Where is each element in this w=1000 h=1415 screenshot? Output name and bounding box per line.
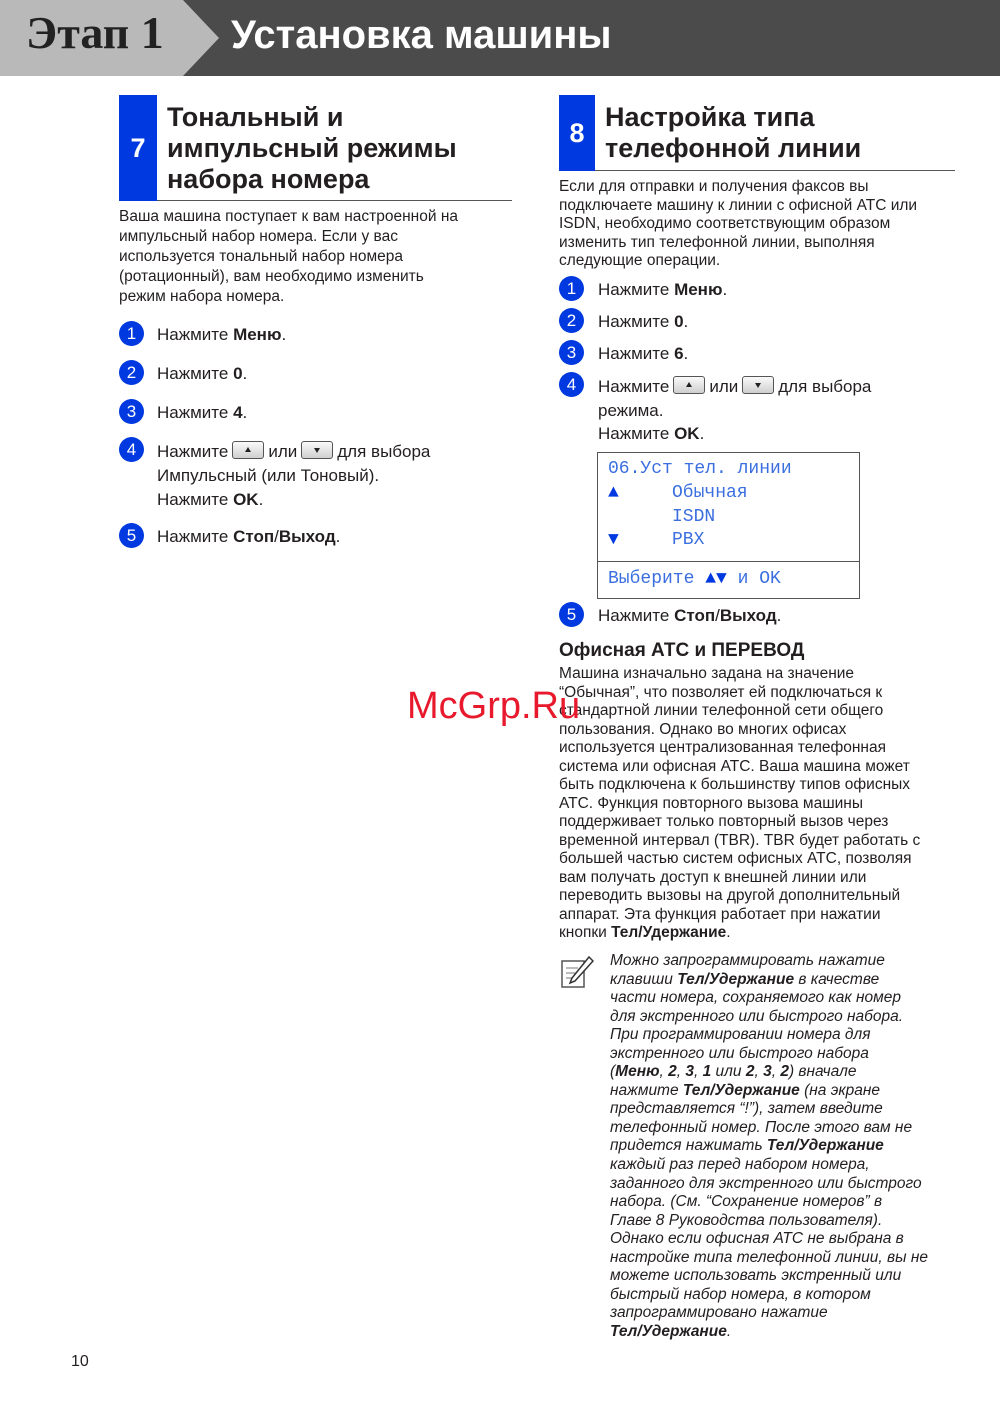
step-3: Нажмите 4. — [157, 403, 248, 422]
watermark: McGrp.Ru — [407, 685, 581, 727]
step-bullet: 1 — [119, 321, 144, 346]
arrow-down-icon: ▼ — [608, 530, 619, 550]
office-pbx-body: Машина изначально задана на значение “Обычная”, что позволяет ей подключаться к стандартной линии телефонной сети общего пользования. Однако во многих офисах используется централизованная телефонная система или офисная АТС. Ваша машина может быть подключена к большинству типов офисных АТС. Функция повторного вызова машины поддерживает только повторный вызов через временной интервал (TBR). TBR будет работать с большей частью систем офисных АТС, позволяя вам получать доступ к внешней линии или переводить вызовы на другой дополнительный аппарат. Эта функция работает при нажатии кнопки Тел/Удержание. — [559, 665, 921, 941]
note-pencil-icon — [560, 955, 594, 989]
step-bullet: 3 — [559, 340, 584, 365]
section-8-title: Настройка типа телефонной линии — [605, 102, 862, 163]
up-key-icon — [673, 376, 705, 394]
up-key-icon — [232, 441, 264, 459]
stage-label: Этап 1 — [26, 7, 164, 58]
lcd-option: PBX — [672, 530, 705, 550]
step-1: Нажмите Меню. — [157, 325, 287, 344]
step-5: Нажмите Стоп/Выход. — [598, 606, 782, 625]
page-number: 10 — [71, 1353, 89, 1370]
section-8-intro: Если для отправки и получения факсов вы подключаете машину к линии с офисной АТС или ISDN, необходимо соответствующим образом изменить тип телефонной линии, выполняя следующие операции. — [559, 178, 918, 269]
lcd-title: 06.Уст тел. линии — [608, 459, 792, 479]
arrow-up-icon: ▲ — [608, 483, 619, 503]
step-2: Нажмите 0. — [157, 364, 248, 383]
section-7-title: Тональный и импульсный режимы набора номера — [167, 102, 457, 194]
down-key-icon — [301, 441, 333, 459]
lcd-option: Обычная — [672, 483, 748, 503]
step-bullet: 5 — [119, 523, 144, 548]
step-3: Нажмите 6. — [598, 344, 689, 363]
step-4: Нажмите или для выбора режима. Нажмите OK. — [598, 377, 872, 443]
step-bullet: 2 — [559, 308, 584, 333]
lcd-option: ISDN — [672, 507, 716, 527]
arrows-icon: ▲▼ — [705, 569, 727, 589]
step-1: Нажмите Меню. — [598, 280, 728, 299]
section-8-number: 8 — [559, 95, 595, 171]
lcd-footer: Выберите ▲▼ и OK — [608, 569, 781, 589]
step-bullet: 3 — [119, 399, 144, 424]
section-7-number: 7 — [119, 95, 157, 201]
step-bullet: 4 — [119, 437, 144, 462]
lcd-divider — [598, 561, 859, 562]
step-5: Нажмите Стоп/Выход. — [157, 527, 341, 546]
chapter-title: Установка машины — [231, 13, 612, 57]
header-banner — [0, 0, 1000, 76]
section-7-rule — [157, 200, 512, 201]
step-4: Нажмите или для выбора Импульсный (или Тоновый). Нажмите OK. — [157, 442, 431, 509]
step-bullet: 2 — [119, 360, 144, 385]
subheading: Офисная АТС и ПЕРЕВОД — [559, 640, 805, 661]
step-bullet: 1 — [559, 276, 584, 301]
lcd-display — [597, 452, 860, 599]
step-bullet: 5 — [559, 602, 584, 627]
down-key-icon — [742, 376, 774, 394]
stage-arrow — [183, 0, 219, 76]
section-8-rule — [595, 170, 955, 171]
step-2: Нажмите 0. — [598, 312, 689, 331]
section-7-intro: Ваша машина поступает к вам настроенной на импульсный набор номера. Если у вас используется тональный набор номера (ротационный), вам необходимо изменить режим набора номера. — [119, 208, 458, 305]
step-bullet: 4 — [559, 372, 584, 397]
note-text: Можно запрограммировать нажатие клавиши Тел/Удержание в качестве части номера, сохраняемого как номер для экстренного или быстрого набора. При программировании номера для экстренного или быстрого набора (Меню, 2, 3, 1 или 2, 3, 2) вначале нажмите Тел/Удержание (на экране представляется “!”), затем введите телефонный номер. После этого вам не придется нажимать Тел/Удержание каждый раз перед набором номера, заданного для экстренного или быстрого набора. (См. “Сохранение номеров” в Главе 8 Руководства пользователя). Однако если офисная АТС не выбрана в настройке типа телефонной линии, вы не можете использовать экстренный или быстрый набор номера, в котором запрограммировано нажатие Тел/Удержание. — [610, 952, 928, 1340]
